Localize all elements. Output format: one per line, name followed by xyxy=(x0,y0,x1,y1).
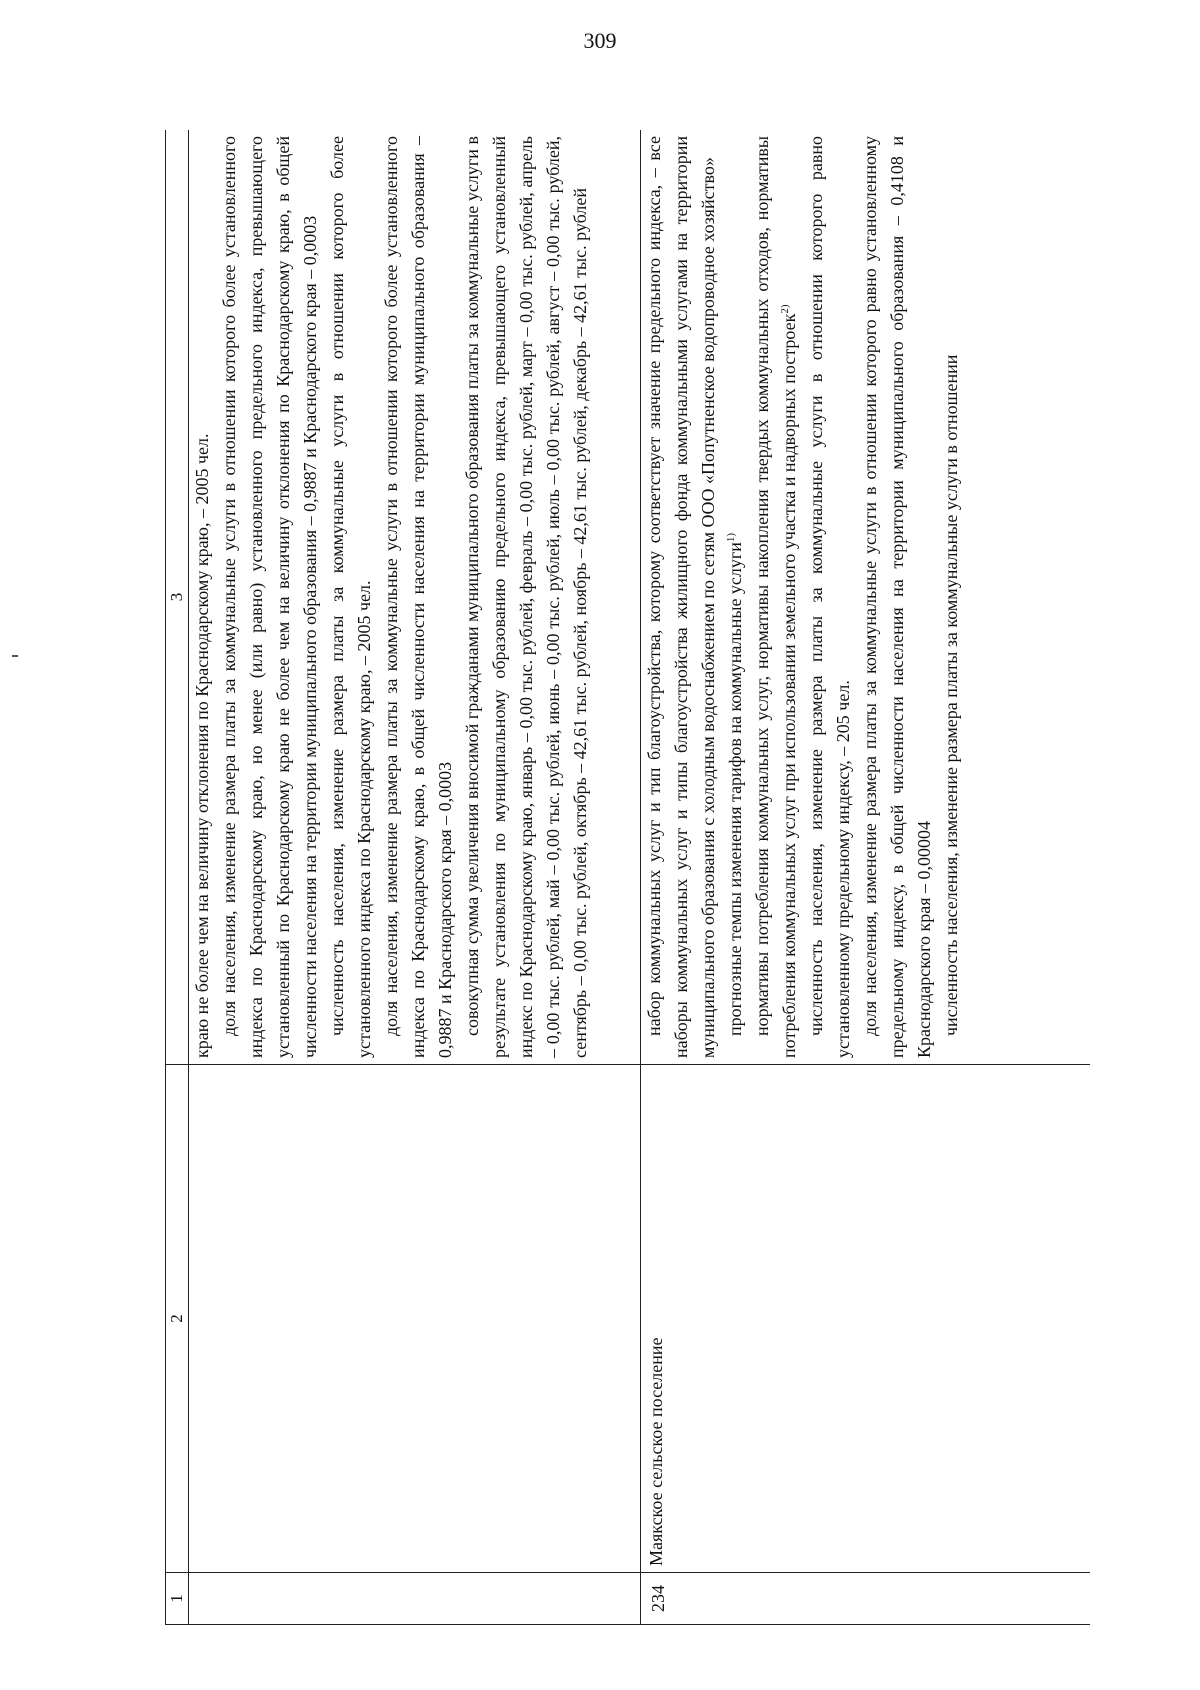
indicator-paragraph: совокупная сумма увеличения вносимой гражданами муниципального образования платы за коммунальные услуги в результате установления по муниципальному образованию предельного индекса, превышающего установленный индекс по Краснодарскому краю, январь – 0,00 тыс. рублей, февраль – 0,00 тыс. рублей, март – 0,00 тыс. рублей, апрель – 0,00 тыс. рублей, май – 0,00 тыс. рублей, июнь – 0,00 тыс. рублей, июль – 0,00 тыс. рублей, август – 0,00 тыс. рублей, сентябрь – 0,00 тыс. рублей, октябрь – 42,61 тыс. рублей, ноябрь – 42,61 тыс. рублей, декабрь – 42,61 тыс. рублей xyxy=(462,136,590,1058)
data-table xyxy=(165,130,1090,1625)
footnote-marker: 1) xyxy=(725,532,737,543)
municipality-name-cell xyxy=(189,1065,641,1573)
municipality-name-cell: Маякское сельское поселение xyxy=(641,1065,1091,1573)
header-cell-2: 2 xyxy=(166,1065,189,1573)
page-number: 309 xyxy=(583,28,617,53)
indicator-paragraph: доля населения, изменение размера платы за коммунальные услуги в отношении которого более установленного индекса по Краснодарскому краю, в общей численности населения на территории муниципального образования – 0,9887 и Краснодарского края – 0,0003 xyxy=(381,136,455,1058)
indicator-paragraph: краю не более чем на величину отклонения по Краснодарскому краю, – 2005 чел. xyxy=(192,433,212,1058)
indicator-paragraph: доля населения, изменение размера платы за коммунальные услуги в отношении которого более установленного индекса по Краснодарскому краю, но менее (или равно) установленного предельного индекса, превышающего установленный по Краснодарскому краю не более чем на величину отклонения по Краснодарскому краю, в общей численности населения на территории муниципального образования – 0,9887 и Краснодарского края – 0,0003 xyxy=(219,136,320,1058)
rotated-table-wrapper xyxy=(165,130,1090,1625)
indicator-paragraph xyxy=(749,136,803,1058)
indicator-paragraph: численность населения, изменение размера платы за коммунальные услуги в отношении xyxy=(941,354,961,1036)
scan-mark xyxy=(12,655,18,657)
indicator-paragraph: доля населения, изменение размера платы за коммунальные услуги в отношении которого равно установленному предельному индексу, в общей численности населения на территории муниципального образования – 0,4108 и Краснодарского края – 0,00004 xyxy=(860,136,934,1058)
header-row xyxy=(166,130,189,1625)
indicator-paragraph xyxy=(722,136,749,1058)
paragraph-text: прогнозные темпы изменения тарифов на коммунальные услуги xyxy=(725,542,745,1036)
row-number-cell xyxy=(189,1573,641,1625)
header-cell-3: 3 xyxy=(166,130,189,1065)
paragraph-text: нормативы потребления коммунальных услуг, нормативы накопления твердых коммунальных отходов, нормативы потребления коммунальных услуг при использовании земельного участка и надворных построек xyxy=(752,136,799,1058)
indicator-paragraph: численность населения, изменение размера платы за коммунальные услуги в отношении которого более установленного индекса по Краснодарскому краю, – 2005 чел. xyxy=(327,136,374,1058)
indicator-paragraph: численность населения, изменение размера платы за коммунальные услуги в отношении которого равно установленному предельному индексу, – 205 чел. xyxy=(806,136,853,1058)
table-row xyxy=(189,130,641,1625)
indicator-paragraph: набор коммунальных услуг и тип благоустройства, которому соответствует значение предельного индекса, – все наборы коммунальных услуг и типы благоустройства жилищного фонда коммунальными услугами на территории муниципального образования с холодным водоснабжением по сетям ООО «Попутненское водопроводное хозяйство» xyxy=(644,136,718,1058)
footnote-marker: 2) xyxy=(779,304,791,314)
row-number-cell: 234 xyxy=(641,1573,1091,1625)
header-cell-1: 1 xyxy=(166,1573,189,1625)
indicators-cell xyxy=(641,130,1091,1065)
table-row xyxy=(641,130,1091,1625)
indicators-cell xyxy=(189,130,641,1065)
